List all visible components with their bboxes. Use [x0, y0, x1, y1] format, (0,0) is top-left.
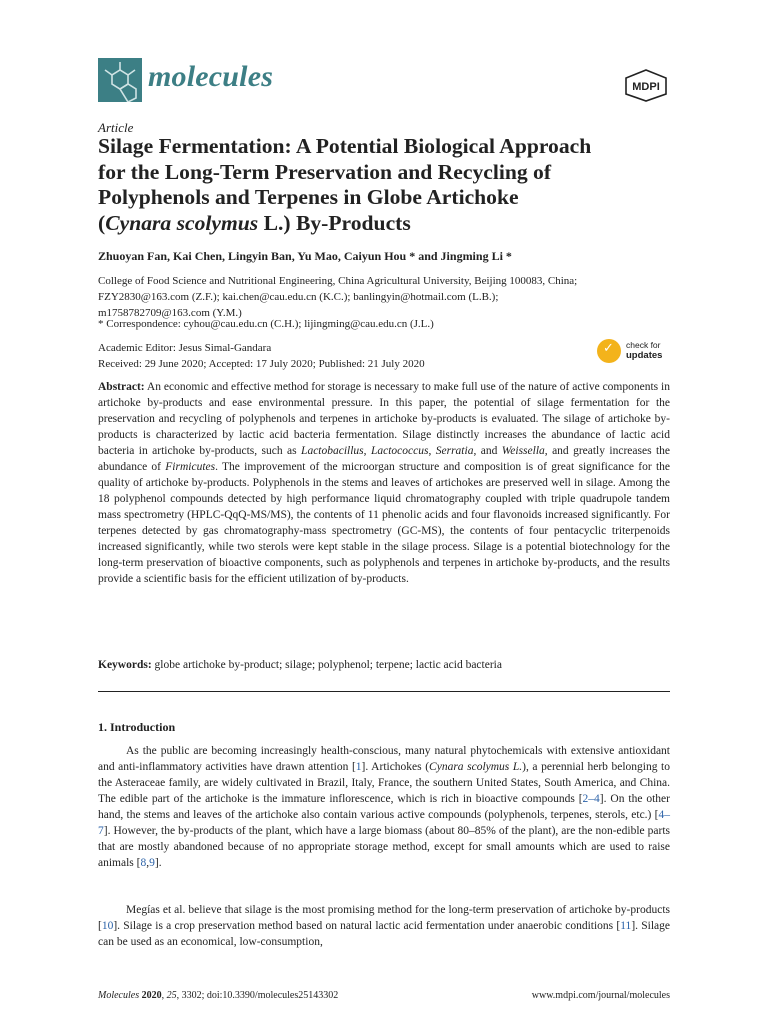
footer-citation: Molecules 2020, 25, 3302; doi:10.3390/molecules25143302 [98, 990, 339, 1001]
correspondence: * Correspondence: cyhou@cau.edu.cn (C.H.); lijingming@cau.edu.cn (J.L.) [98, 318, 434, 330]
affiliation-line: FZY2830@163.com (Z.F.); kai.chen@cau.edu.cn (K.C.); banlingyin@hotmail.com (L.B.); [98, 291, 499, 303]
citation-link[interactable]: 1 [355, 761, 362, 773]
title-species: Cynara scolymus [105, 210, 259, 235]
keywords: Keywords: globe artichoke by-product; silage; polyphenol; terpene; lactic acid bacteria [98, 659, 502, 671]
citation-link[interactable]: 9 [149, 857, 155, 869]
citation-link[interactable]: 2–4 [582, 793, 600, 805]
mdpi-logo-icon [622, 68, 670, 102]
citation-link[interactable]: 4–7 [98, 809, 670, 837]
affiliation-line: m1758782709@163.com (Y.M.) [98, 307, 242, 319]
molecules-logo-icon [98, 58, 142, 102]
article-title: Silage Fermentation: A Potential Biological Approach for the Long-Term Preservation and Recycling of Polyphenols and Terpenes in Globe Artichoke (Cynara scolymus L.) By-Products [98, 134, 592, 235]
intro-paragraph-1: As the public are becoming increasingly health-conscious, many natural phytochemicals with extensive antioxidant and anti-inflammatory activities have drawn attention [1]. Artichokes (Cynara scolymus L.), a perennial herb belonging to the Asteraceae family, are widely cultivated in Brazil, Italy, France, the southern United States, South America, and China. The edible part of the artichoke is the immature inflorescence, which is rich in bioactive compounds [2–4]. On the other hand, the stems and leaves of the artichoke also contain various active compounds (polyphenols, terpenes, sterols, etc.) [4–7]. However, the by-products of the plant, which have a large biomass (about 80–85% of the plant), are the non-edible parts that are mostly abandoned because of no appropriate storage method, except for small amounts which are used to raise animals [8,9]. [98, 745, 670, 869]
academic-editor: Academic Editor: Jesus Simal-Gandara [98, 342, 272, 354]
citation-link[interactable]: 10 [101, 920, 114, 932]
journal-name: molecules [148, 60, 274, 93]
title-line: Silage Fermentation: A Potential Biological Approach [98, 134, 592, 158]
keywords-label: Keywords: [98, 659, 152, 671]
section-heading: 1. Introduction [98, 720, 176, 734]
citation-link[interactable]: 8 [140, 857, 147, 869]
publication-dates: Received: 29 June 2020; Accepted: 17 July 2020; Published: 21 July 2020 [98, 358, 425, 370]
check-updates-icon: ✓ [597, 339, 621, 363]
abstract: Abstract: An economic and effective method for storage is necessary to make full use of the nature of active components in artichoke by-products and ease environmental pressure. In this paper, the potential of silage fermentation for the preservation and recycling of polyphenols and terpenes in artichoke by-products is evaluated. The silage of artichoke by-products is characterized by lactic acid bacteria fermentation. Silage distinctly increases the abundance of lactic acid bacteria in artichoke by-products, such as Lactobacillus, Lactococcus, Serratia, and Weissella, and greatly increases the abundance of Firmicutes. The improvement of the microorgan structure and composition is of great significance for the quality of artichoke by-products. Polyphenols in the stems and leaves of artichokes are preserved well in silage. Among the 18 polyphenol compounds detected by high performance liquid chromatography coupled with triple quadrupole tandem mass spectrometry (HPLC-QqQ-MS/MS), the contents of 11 phenolic acids and four flavonoids increased significantly. For terpenes detected by gas chromatography-mass spectrometry (GC-MS), the contents of four pentacyclic triterpenoids increased significantly, while two sterols were kept stable in the silage process. Silage is a potential biotechnology for the long-term preservation of bioactive components, such as polyphenols and terpenes in artichoke by-products, and the results provide a scientific basis for the efficient utilization of by-products. [98, 381, 671, 585]
abstract-label: Abstract: [98, 381, 145, 393]
article-meta [98, 340, 425, 372]
title-line: for the Long-Term Preservation and Recycling of [98, 159, 552, 184]
journal-header [98, 58, 670, 104]
intro-paragraph-2: Megías et al. believe that silage is the most promising method for the long-term preservation of artichoke by-products [10]. Silage is a crop preservation method based on natural lactic acid fermentation under anaerobic conditions [11]. Silage can be used as an economical, low-consumption, [98, 904, 671, 948]
mdpi-logo-text: MDPI [632, 81, 660, 93]
citation-link[interactable]: 11 [620, 920, 632, 932]
section-divider [98, 691, 670, 692]
footer-url[interactable]: www.mdpi.com/journal/molecules [531, 990, 670, 1001]
affiliation [98, 273, 673, 321]
author-list: Zhuoyan Fan, Kai Chen, Lingyin Ban, Yu Mao, Caiyun Hou * and Jingming Li * [98, 249, 512, 263]
check-for-updates-button[interactable]: ✓ check for updates [597, 339, 672, 363]
article-type: Article [98, 120, 134, 135]
affiliation-line: College of Food Science and Nutritional Engineering, China Agricultural University, Beijing 100083, China; [98, 275, 578, 287]
title-line: Polyphenols and Terpenes in Globe Artichoke [98, 185, 519, 209]
